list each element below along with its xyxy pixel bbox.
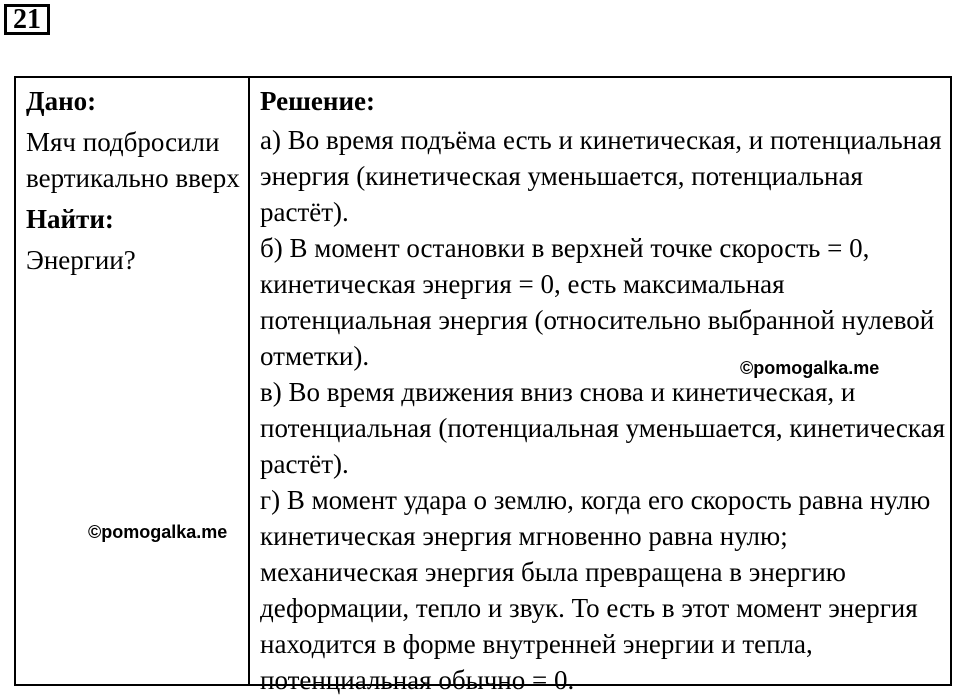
task-table (14, 76, 952, 695)
solution-heading: Решение: (260, 86, 375, 116)
solution-paragraph-a: а) Во время подъёма есть и кинетическая, и потенциальная энергия (кинетическая уменьшается, потенциальная растёт). (260, 125, 942, 227)
given-text: Мяч подбросили вертикально вверх (26, 127, 240, 193)
task-number: 21 (4, 4, 50, 35)
solution-paragraph-g: г) В момент удара о землю, когда его скорость равна нулю кинетическая энергия мгновенно равна нулю; механическая энергия была превращена в энергию деформации, тепло и звук. То есть в этот момент энергия находится в форме внутренней энергии и тепла, потенциальная обычно = 0. (260, 485, 931, 695)
solution-paragraph-v: в) Во время движения вниз снова и кинетическая, и потенциальная (потенциальная уменьшается, кинетическая растёт). (260, 377, 946, 479)
solution-column (250, 78, 950, 695)
watermark-left: ©pomogalka.me (88, 522, 228, 542)
find-text: Энергии? (26, 245, 136, 275)
solution-body (260, 122, 950, 698)
watermark-right: ©pomogalka.me (740, 358, 880, 378)
solution-paragraph-b: б) В момент остановки в верхней точке скорость = 0, кинетическая энергия = 0, есть максимальная потенциальная энергия (относительно выбранной нулевой отметки). (260, 233, 935, 371)
find-heading: Найти: (26, 204, 114, 234)
given-column (16, 78, 250, 684)
given-heading: Дано: (26, 86, 97, 116)
